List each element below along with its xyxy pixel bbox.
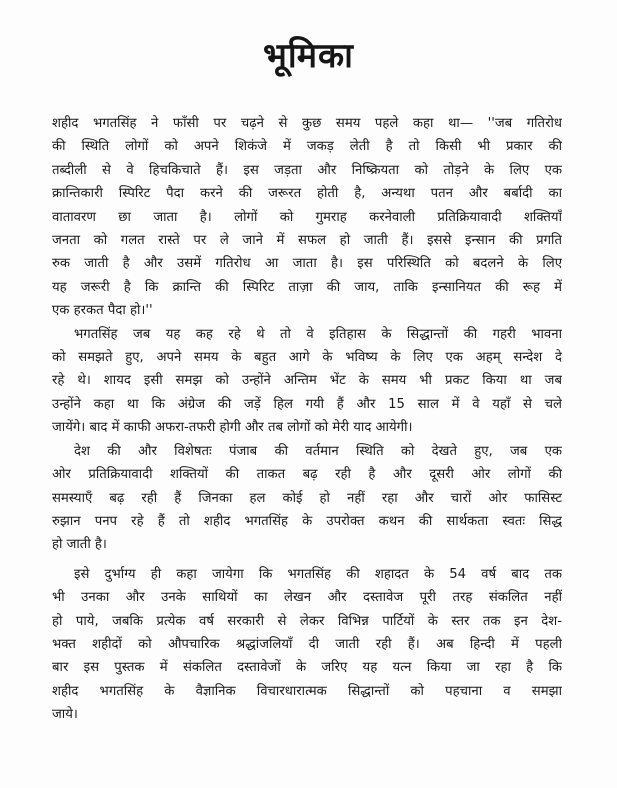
page-title: भूमिका [263,36,354,76]
paragraph-1 [52,112,562,323]
paragraph-4 [52,563,562,727]
text-line: क्रान्तिकारी स्पिरिट पैदा करने की जरूरत होती है, अन्यथा पतन और बर्बादी का [52,186,562,202]
text-line: शहीद भगतसिंह के वैज्ञानिक विचारधारात्मक सिद्धान्तों को पहचाना व समझा [52,683,562,699]
text-line: ओर प्रतिक्रियावादी शक्तियों की ताकत बढ़ रही है और दूसरी ओर लोगों की [52,467,562,483]
text-line: शहीद भगतसिंह ने फाँसी पर चढ़ने से कुछ समय पहले कहा था— ''जब गतिरोध [52,116,562,131]
text-line: जायेंगे। बाद में काफी अफरा-तफरी होगी और तब लोगों को मेरी याद आयेगी। [52,420,413,436]
text-line: यह जरूरी है कि क्रान्ति की स्पिरिट ताज़ा की जाय, ताकि इन्सानियत की रूह में [52,279,562,295]
text-line: इसे दुर्भाग्य ही कहा जायेगा कि भगतसिंह की शहादत के 54 वर्ष बाद तक [74,566,562,582]
text-line: बार इस पुस्तक में संकलित दस्तावेजों के जरिए यह यत्न किया जा रहा है कि [52,660,562,676]
text-line: वातावरण छा जाता है। लोगों को गुमराह करनेवाली प्रतिक्रियावादी शक्तियाँ [52,209,562,225]
text-line: रुक जाती है और उसमें गतिरोध आ जाता है। इस परिस्थिति को बदलने के लिए [52,256,562,272]
text-line: तब्दीली से वे हिचकिचाते हैं। इस जड़ता और निष्क्रियता को तोड़ने के लिए एक [52,162,562,178]
paragraph-2 [52,323,562,440]
text-line: रुझान पनप रहे हैं तो शहीद भगतसिंह के उपरोक्त कथन की सार्थकता स्वतः सिद्ध [52,513,562,529]
text-line: समस्याएँ बढ़ रही हैं जिनका हल कोई हो नहीं रहा और चारों ओर फासिस्ट [52,490,562,506]
body-text [52,112,562,727]
text-line: भक्त शहीदों को औपचारिक श्रद्धांजलियाँ दी जाती रही हैं। अब हिन्दी में पहली [52,636,562,652]
text-line: रहे थे। शायद इसी समझ को उन्होंने अन्तिम भेंट के समय भी प्रकट किया था जब [52,373,562,389]
text-line: देश की और विशेषतः पंजाब की वर्तमान स्थिति को देखते हुए, जब एक [74,443,562,459]
text-line: की स्थिति लोगों को अपने शिकंजे में जकड़ लेती है तो किसी भी प्रकार की [52,139,562,155]
paragraph-3 [52,440,562,557]
text-line: हो पाये, जबकि प्रत्येक वर्ष सरकारी से लेकर विभिन्न पार्टियों के स्तर तक इन देश- [52,613,562,629]
text-line: एक हरकत पैदा हो।'' [52,303,153,319]
text-line: भी उनका और उनके साथियों का लेखन और दस्तावेज पूरी तरह संकलित नहीं [52,590,562,606]
text-line: उन्होंने कहा था कि अंग्रेज की जड़ें हिल गयी हैं और 15 साल में वे यहाँ से चले [52,396,562,412]
text-line: को समझते हुए, अपने समय के बहुत आगे के भविष्य के लिए एक अहम् सन्देश दे [52,350,562,366]
text-line: हो जाती है। [52,537,107,553]
text-line: भगतसिंह जब यह कह रहे थे तो वे इतिहास के सिद्धान्तों की गहरी भावना [74,326,562,342]
text-line: जाये। [52,707,78,723]
text-line: जनता को गलत रास्ते पर ले जाने में सफल हो जाती हैं। इससे इन्सान की प्रगति [52,233,562,249]
